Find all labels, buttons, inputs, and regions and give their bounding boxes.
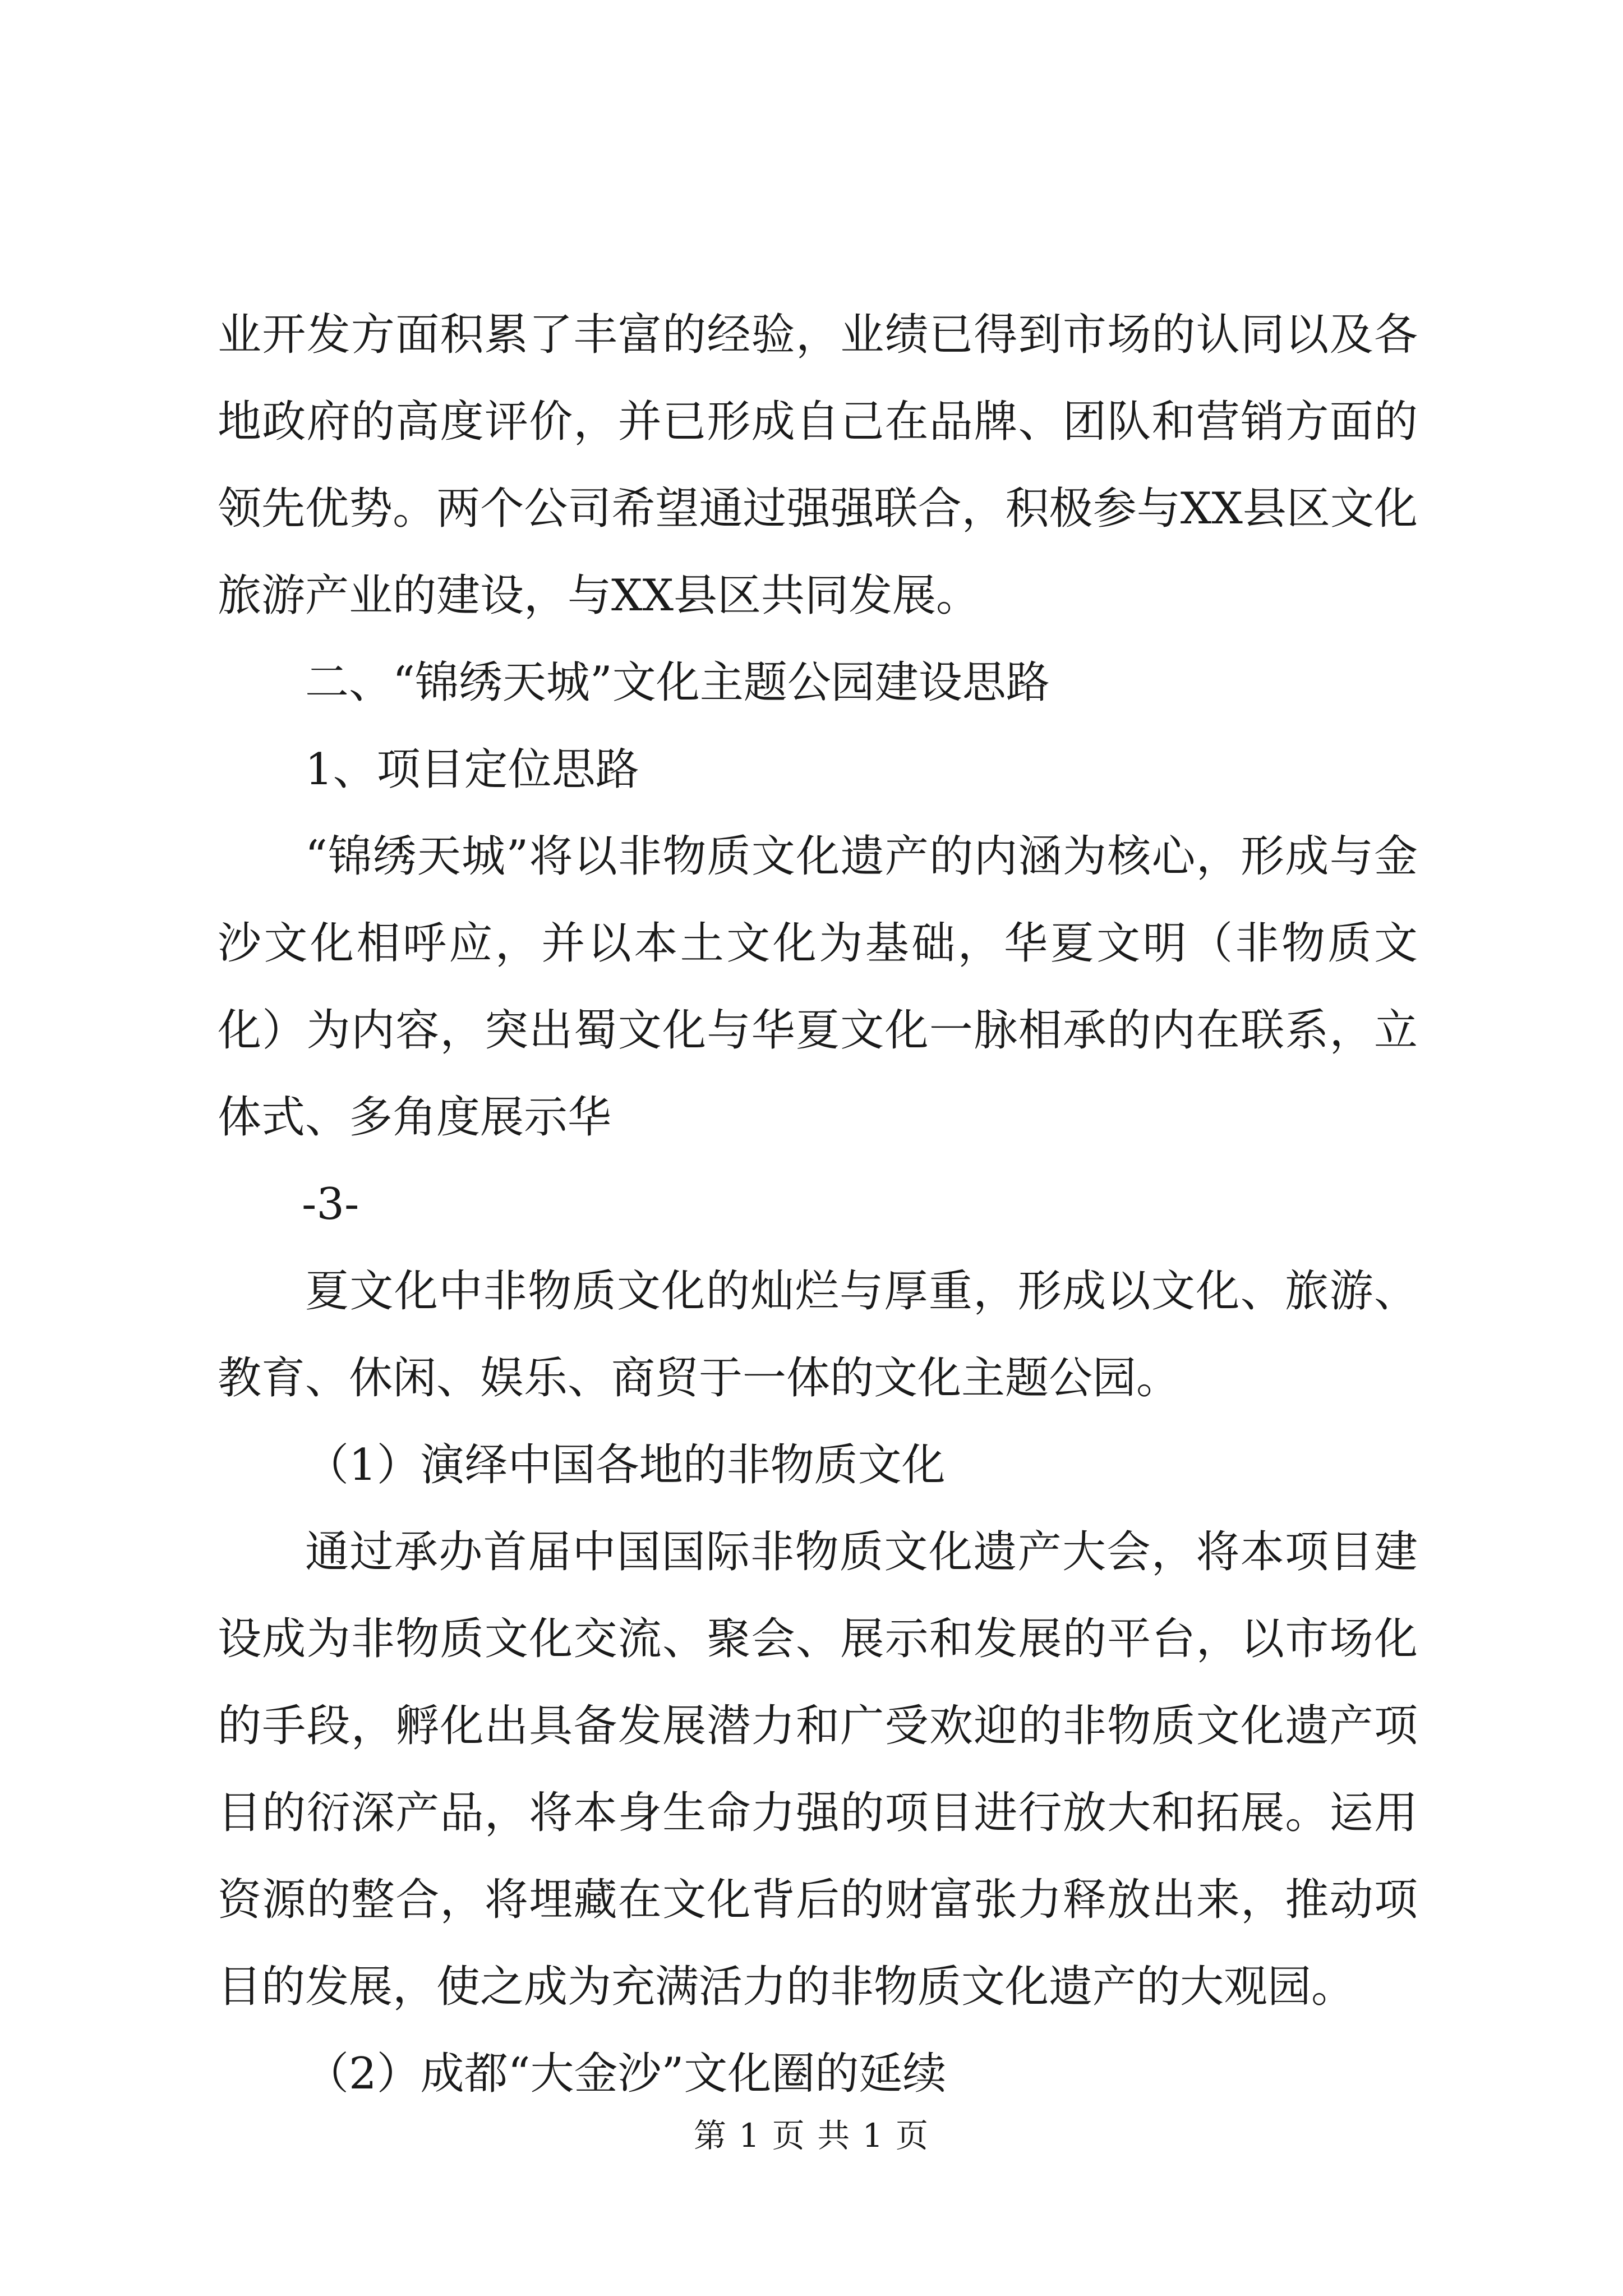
paragraph-item-1: 通过承办首届中国国际非物质文化遗产大会，将本项目建设成为非物质文化交流、聚会、展示和发展的平台，以市场化的手段，孵化出具备发展潜力和广受欢迎的非物质文化遗产项目的衍深产品，将本身生命力强的项目进行放大和拓展。运用资源的整合，将埋藏在文化背后的财富张力释放出来，推动项目的发展，使之成为充满活力的非物质文化遗产的大观园。 (218, 1527, 1418, 2012)
page-footer: 第 1 页 共 1 页 (694, 2116, 929, 2155)
item-heading-1: （1）演绎中国各地的非物质文化 (305, 1440, 946, 1490)
paragraph-positioning: “锦绣天城”将以非物质文化遗产的内涵为核心，形成与金沙文化相呼应，并以本土文化为基础，华夏文明（非物质文化）为内容，突出蜀文化与华夏文化一脉相承的内在联系，立体式、多角度展示华 (218, 831, 1418, 1143)
subsection-heading-1: 1、项目定位思路 (305, 744, 639, 795)
section-heading-2: 二、“锦绣天城”文化主题公园建设思路 (305, 657, 1050, 708)
paragraph-positioning-cont: 夏文化中非物质文化的灿烂与厚重，形成以文化、旅游、教育、休闲、娱乐、商贸于一体的文化主题公园。 (218, 1266, 1418, 1404)
inline-page-number: -3- (302, 1179, 359, 1230)
item-heading-2: （2）成都“大金沙”文化圈的延续 (305, 2049, 947, 2099)
document-body (218, 292, 1418, 2118)
paragraph-intro-continuation: 业开发方面积累了丰富的经验，业绩已得到市场的认同以及各地政府的高度评价，并已形成自己在品牌、团队和营销方面的领先优势。两个公司希望通过强强联合，积极参与XX县区文化旅游产业的建设，与XX县区共同发展。 (218, 310, 1418, 621)
